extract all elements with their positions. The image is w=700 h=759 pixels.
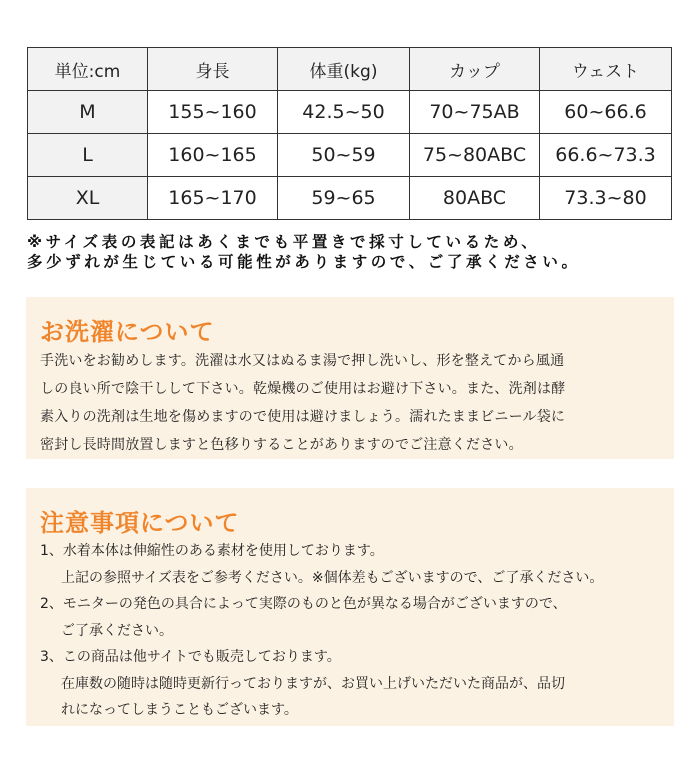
caution-item-continuation: 在庫数の随時は随時更新行っておりますが、お買い上げいただいた商品が、品切 (61, 675, 565, 692)
header-cell-unit: 単位:cm (28, 48, 148, 91)
caution-item-continuation: れになってしまうこともございます。 (61, 702, 298, 718)
cup-cell: 75~80ABC (410, 134, 540, 177)
size-table (27, 47, 672, 220)
caution-item: 2、モニターの発色の具合によって実際のものと色が異なる場合がございますので、 (40, 596, 567, 612)
header-cell-weight: 体重(kg) (278, 48, 410, 91)
weight-cell: 50~59 (278, 134, 410, 177)
caution-item-continuation: ご了承ください。 (61, 622, 173, 639)
washing-line: 素入りの洗剤は生地を傷めますので使用は避けましょう。濡れたままビニール袋に (40, 409, 566, 425)
header-cell-cup: カップ (410, 48, 540, 91)
washing-line: 密封し長時間放置しますと色移りすることがありますのでご注意ください。 (40, 437, 523, 453)
size-note (27, 232, 687, 272)
weight-cell: 42.5~50 (278, 91, 410, 134)
table-row (28, 177, 672, 220)
size-note-line: 多少ずれが生じている可能性がありますので、ご了承ください。 (27, 253, 581, 271)
size-note-line: ※サイズ表の表記はあくまでも平置きで採寸しているため、 (27, 233, 541, 251)
table-row (28, 134, 672, 177)
size-label: M (28, 91, 148, 134)
weight-cell: 59~65 (278, 177, 410, 220)
washing-panel (26, 297, 674, 459)
waist-cell: 73.3~80 (540, 177, 672, 220)
height-cell: 165~170 (148, 177, 278, 220)
caution-title: 注意事項について (40, 509, 240, 537)
caution-item: 3、この商品は他サイトでも販売しております。 (40, 649, 341, 665)
washing-line: しの良い所で陰干しして下さい。乾燥機のご使用はお避け下さい。また、洗剤は酵 (40, 381, 566, 397)
washing-line: 手洗いをお勧めします。洗濯は水又はぬるま湯で押し洗いし、形を整えてから風通 (40, 353, 565, 369)
header-cell-height: 身長 (148, 48, 278, 91)
washing-body (40, 347, 565, 459)
size-table-header-row (28, 48, 672, 91)
caution-item-continuation: 上記の参照サイズ表をご参考ください。※個体差もございますので、ご了承ください。 (61, 569, 604, 586)
caution-item: 1、水着本体は伸縮性のある素材を使用しております。 (40, 543, 384, 559)
header-cell-waist: ウェスト (540, 48, 672, 91)
size-label: XL (28, 177, 148, 220)
cup-cell: 80ABC (410, 177, 540, 220)
table-row (28, 91, 672, 134)
cup-cell: 70~75AB (410, 91, 540, 134)
size-label: L (28, 134, 148, 177)
height-cell: 160~165 (148, 134, 278, 177)
waist-cell: 66.6~73.3 (540, 134, 672, 177)
waist-cell: 60~66.6 (540, 91, 672, 134)
caution-panel (26, 488, 674, 726)
washing-title: お洗濯について (40, 318, 215, 346)
caution-list (40, 538, 603, 724)
height-cell: 155~160 (148, 91, 278, 134)
